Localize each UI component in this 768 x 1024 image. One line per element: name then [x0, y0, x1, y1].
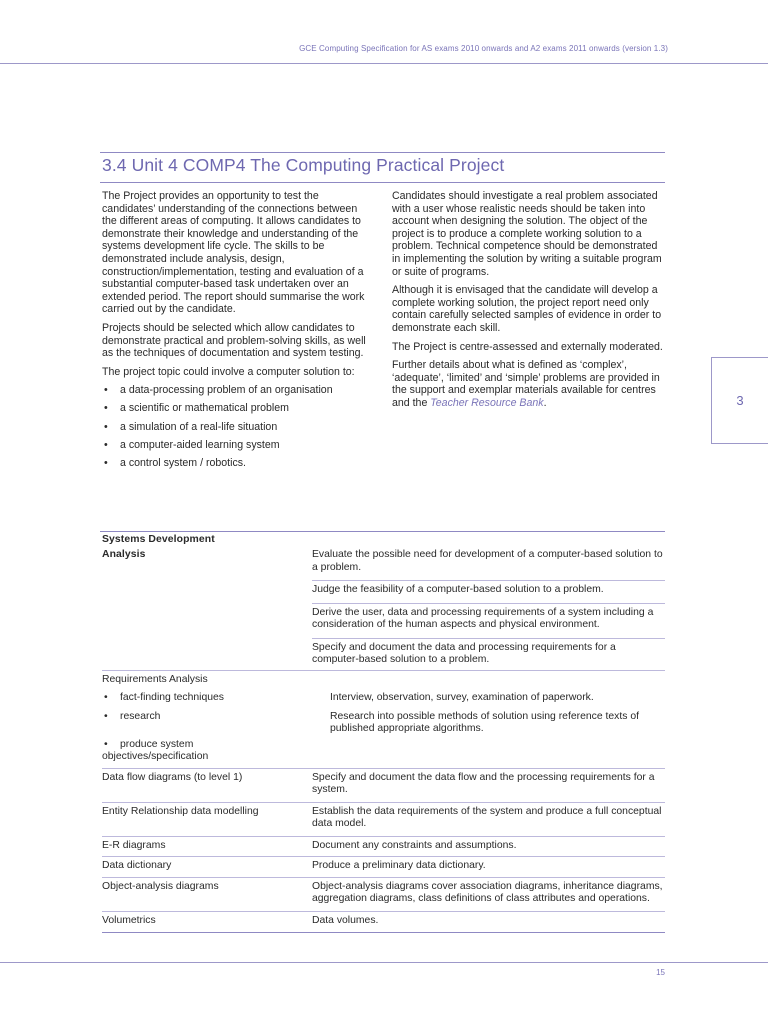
divider [102, 670, 665, 671]
table-cell-right: Object-analysis diagrams cover association diagrams, inheritance diagrams, aggregation diagrams, class definitions of class attributes and operations. [312, 880, 663, 904]
table-cell-right: Establish the data requirements of the system and produce a full conceptual data model. [312, 805, 662, 829]
header-divider [0, 63, 768, 64]
table-cell-left: Data dictionary [102, 860, 172, 871]
evidence-paragraph: Although it is envisaged that the candidate will develop a complete working solution, the project report need only contain carefully selected samples of evidence in order to demonstrate each skill. [392, 284, 662, 334]
title-rule-top [100, 152, 665, 153]
analysis-item: Evaluate the possible need for development of a computer-based solution to a problem. [312, 549, 663, 573]
divider [102, 836, 665, 837]
section-tab-label: 3 [736, 393, 744, 408]
table-cell-left: Object-analysis diagrams [102, 880, 219, 892]
left-column [102, 190, 374, 475]
table-row [102, 711, 665, 736]
analysis-item: Derive the user, data and processing requirements of a system including a consideration of the human aspects and physical environment. [312, 606, 654, 630]
topic-paragraph: The project topic could involve a computer solution to: [102, 365, 355, 378]
section-title: 3.4 Unit 4 COMP4 The Computing Practical Project [102, 155, 505, 175]
footer-divider [0, 962, 768, 963]
systems-development-table [102, 533, 665, 933]
running-header: GCE Computing Specification for AS exams 2010 onwards and A2 exams 2011 onwards (version 1.3) [299, 44, 668, 53]
right-column [392, 190, 664, 416]
analysis-items [312, 549, 665, 670]
requirements-item: • research [102, 711, 330, 736]
table-row [102, 674, 665, 687]
project-selection-paragraph: Projects should be selected which allow candidates to demonstrate practical and problem-solving skills, as well as the techniques of documentation and system testing. [102, 321, 366, 360]
further-details-end: . [543, 396, 547, 409]
table-heading: Systems Development [102, 534, 215, 545]
requirements-detail [330, 739, 665, 752]
requirements-heading: Requirements Analysis [102, 673, 208, 685]
title-rule-bottom [100, 182, 665, 183]
table-cell-left: Entity Relationship data modelling [102, 805, 259, 817]
list-item: • a simulation of a real-life situation [102, 421, 374, 434]
table-row [102, 881, 665, 906]
requirements-item: • fact-finding techniques [102, 692, 330, 705]
table-row [102, 806, 665, 831]
topic-list [102, 384, 374, 469]
investigate-paragraph: Candidates should investigate a real problem associated with a user whose realistic needs should be taken into account when designing the solution. The object of the project is to produce a complete working solution to a problem. Technical competence should be demonstrated in implementing the solution by writing a suitable program or suite of programs. [392, 190, 662, 278]
divider [102, 856, 665, 857]
divider [312, 603, 665, 604]
divider [102, 911, 665, 912]
further-details-text: Further details about what is defined as ‘complex’, ‘adequate’, ‘limited’ and ‘simple’ problems are provided in the support and exemplar materials available for centres and the [392, 359, 660, 409]
divider [102, 877, 665, 878]
table-cell-left: E-R diagrams [102, 839, 166, 851]
analysis-item: Specify and document the data and processing requirements for a computer-based solution to a problem. [312, 641, 616, 665]
intro-paragraph: The Project provides an opportunity to test the candidates’ understanding of the connections between the different areas of computing. It allows candidates to demonstrate their knowledge and understanding of the systems development life cycle. The skills to be demonstrated include analysis, design, construction/implementation, testing and evaluation of a substantial computer-based task undertaken over an extended period. The report should summarise the work carried out by the candidate. [102, 190, 365, 316]
table-cell-right: Produce a preliminary data dictionary. [312, 860, 486, 871]
table-row [102, 751, 665, 764]
further-details-paragraph [392, 359, 664, 409]
table-cell-left: Data flow diagrams (to level 1) [102, 771, 243, 783]
table-rule-top [100, 531, 665, 532]
requirements-item-continued: objectives/specification [102, 751, 209, 762]
analysis-label: Analysis [102, 549, 146, 560]
requirements-item: • produce system [102, 739, 330, 752]
list-item: • a computer-aided learning system [102, 439, 374, 452]
table-row [102, 915, 665, 928]
analysis-item: Judge the feasibility of a computer-based solution to a problem. [312, 584, 604, 595]
table-cell-left: Volumetrics [102, 914, 156, 926]
table-row [102, 692, 665, 705]
table-row [102, 860, 665, 873]
requirements-detail: Interview, observation, survey, examination of paperwork. [330, 692, 594, 703]
table-row [102, 549, 665, 670]
assessment-paragraph: The Project is centre-assessed and externally moderated. [392, 340, 663, 353]
teacher-resource-bank-link[interactable]: Teacher Resource Bank [430, 396, 544, 409]
list-item: • a data-processing problem of an organisation [102, 384, 374, 397]
divider [102, 768, 665, 769]
divider [312, 638, 665, 639]
table-row [102, 739, 665, 752]
table-row [102, 840, 665, 853]
table-cell-right: Specify and document the data flow and the processing requirements for a system. [312, 771, 655, 795]
list-item: • a control system / robotics. [102, 457, 374, 470]
divider [312, 580, 665, 581]
table-cell-right: Data volumes. [312, 914, 379, 926]
page-number: 15 [656, 968, 665, 977]
table-row [102, 772, 665, 797]
table-rule-bottom [102, 932, 665, 933]
divider [102, 802, 665, 803]
section-tab[interactable] [711, 357, 768, 444]
list-item: • a scientific or mathematical problem [102, 402, 374, 415]
table-cell-right: Document any constraints and assumptions. [312, 839, 517, 851]
requirements-detail: Research into possible methods of solution using reference texts of published appropriate algorithms. [330, 710, 640, 734]
